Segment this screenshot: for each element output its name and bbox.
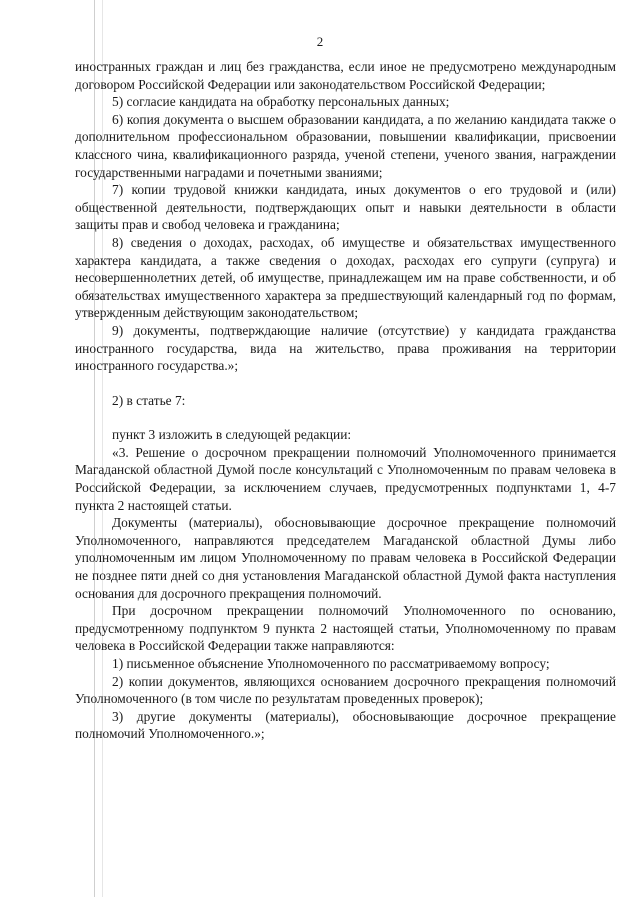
paragraph: 9) документы, подтверждающие наличие (отсутствие) у кандидата гражданства иностранного государства, вида на жительство, права проживания на территории иностранного государства.»; bbox=[75, 322, 616, 374]
paragraph: 2) копии документов, являющихся основанием досрочного прекращения полномочий Уполномоченного (в том числе по результатам проведенных проверок); bbox=[75, 673, 616, 707]
paragraph: При досрочном прекращении полномочий Уполномоченного по основанию, предусмотренному подпунктом 9 пункта 2 настоящей статьи, Уполномоченному по правам человека в Российской Федерации также направляются: bbox=[75, 603, 616, 654]
paragraph: пункт 3 изложить в следующей редакции: bbox=[112, 427, 352, 443]
paragraph: Документы (материалы), обосновывающие досрочное прекращение полномочий Уполномоченного, направляются председателем Магаданской областной Думы либо уполномоченным им лицом Уполномоченному по правам человека в Российской Федерации не позднее пяти дней со дня установления Магаданской областной Думой факта наступления основания для досрочного прекращения полномочий. bbox=[75, 515, 616, 601]
paragraph: 5) согласие кандидата на обработку персональных данных; bbox=[112, 94, 450, 110]
paragraph: 2) в статье 7: bbox=[112, 392, 186, 408]
paragraph: 8) сведения о доходах, расходах, об имуществе и обязательствах имущественного характера кандидата, а также сведения о доходах, расходах его супруги (супруга) и несовершеннолетних детей, об имуществе, принадлежащем им на праве собственности, и об обязательствах имущественного характера за предшествующий календарный год по формам, утвержденным действующим законодательством; bbox=[75, 234, 616, 321]
paragraph: 1) письменное объяснение Уполномоченного по рассматриваемому вопросу; bbox=[112, 656, 550, 671]
paragraph-gap bbox=[75, 409, 616, 426]
page-number: 2 bbox=[316, 34, 324, 49]
document-body bbox=[75, 58, 616, 743]
paragraph: 7) копии трудовой книжки кандидата, иных документов о его трудовой и (или) общественной деятельности, подтверждающих опыт и навыки деятельности в области защиты прав и свобод человека и гражданина; bbox=[75, 182, 616, 233]
paragraph-gap bbox=[75, 375, 616, 392]
paragraph: 6) копия документа о высшем образовании кандидата, а по желанию кандидата также о дополнительном профессиональном образовании, повышении квалификации, присвоении классного чина, квалификационного разряда, ученой степени, ученого звания, награждении государственными наградами и почетными званиями; bbox=[75, 111, 616, 180]
paragraph: иностранных граждан и лиц без гражданства, если иное не предусмотрено международным договором Российской Федерации или законодательством Российской Федерации; bbox=[75, 59, 616, 92]
paragraph: 3) другие документы (материалы), обосновывающие досрочное прекращение полномочий Уполномоченного.»; bbox=[75, 708, 616, 742]
paragraph: «3. Решение о досрочном прекращении полномочий Уполномоченного принимается Магаданской областной Думой после консультаций с Уполномоченным по правам человека в Российской Федерации, за исключением случаев, предусмотренных подпунктами 1, 4-7 пункта 2 настоящей статьи. bbox=[75, 444, 616, 513]
